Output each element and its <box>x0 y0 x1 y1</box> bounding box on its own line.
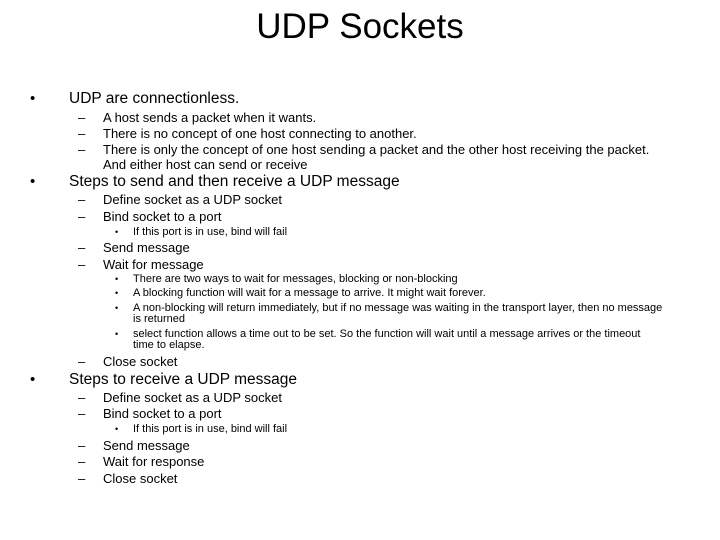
dash-marker: – <box>78 438 86 453</box>
section2-item: Close socket <box>103 354 178 369</box>
slide-title: UDP Sockets <box>256 7 464 46</box>
section1-heading: UDP are connectionless. <box>69 90 240 107</box>
dash-marker: – <box>78 454 86 469</box>
bind-note: If this port is in use, bind will fail <box>133 226 288 238</box>
dash-marker: – <box>78 126 86 141</box>
section3-item: Close socket <box>103 471 178 486</box>
sub-bullet-marker: • <box>115 303 119 313</box>
sub-bullet-marker: • <box>115 424 119 434</box>
dash-marker: – <box>78 471 86 486</box>
sub-bullet-marker: • <box>115 329 119 339</box>
bind-note: If this port is in use, bind will fail <box>133 423 288 435</box>
section2-item: Define socket as a UDP socket <box>103 192 282 207</box>
section2-item: Send message <box>103 240 190 255</box>
wait-note: A blocking function will wait for a message to arrive. It might wait forever. <box>133 287 486 299</box>
section1-item: There is no concept of one host connecting to another. <box>103 126 417 141</box>
section3-heading: Steps to receive a UDP message <box>69 371 298 388</box>
section1-item: There is only the concept of one host sending a packet and the other host receiving the packet. And either host can send or receive <box>103 142 650 172</box>
section2-item: Wait for message <box>103 257 204 272</box>
section1-item: A host sends a packet when it wants. <box>103 110 317 125</box>
sub-bullet-marker: • <box>115 227 119 237</box>
dash-marker: – <box>78 406 86 421</box>
bullet-marker: • <box>30 371 36 388</box>
section2-item: Bind socket to a port <box>103 209 222 224</box>
bullet-marker: • <box>30 90 36 107</box>
dash-marker: – <box>78 142 86 157</box>
bullet-marker: • <box>30 173 36 190</box>
sub-bullet-marker: • <box>115 274 119 284</box>
section3-item: Define socket as a UDP socket <box>103 390 282 405</box>
dash-marker: – <box>78 240 86 255</box>
section3-item: Send message <box>103 438 190 453</box>
section2-heading: Steps to send and then receive a UDP message <box>69 173 400 190</box>
dash-marker: – <box>78 209 86 224</box>
dash-marker: – <box>78 192 86 207</box>
wait-note: There are two ways to wait for messages, blocking or non-blocking <box>133 273 458 285</box>
dash-marker: – <box>78 354 86 369</box>
sub-bullet-marker: • <box>115 288 119 298</box>
section3-item: Wait for response <box>103 454 205 469</box>
dash-marker: – <box>78 390 86 405</box>
dash-marker: – <box>78 110 86 125</box>
section3-item: Bind socket to a port <box>103 406 222 421</box>
wait-note: select function allows a time out to be set. So the function will wait until a message arrives or the timeout time to elapse. <box>133 328 641 351</box>
dash-marker: – <box>78 257 86 272</box>
wait-note: A non-blocking will return immediately, but if no message was waiting in the transport layer, then no message is returned <box>133 302 663 325</box>
